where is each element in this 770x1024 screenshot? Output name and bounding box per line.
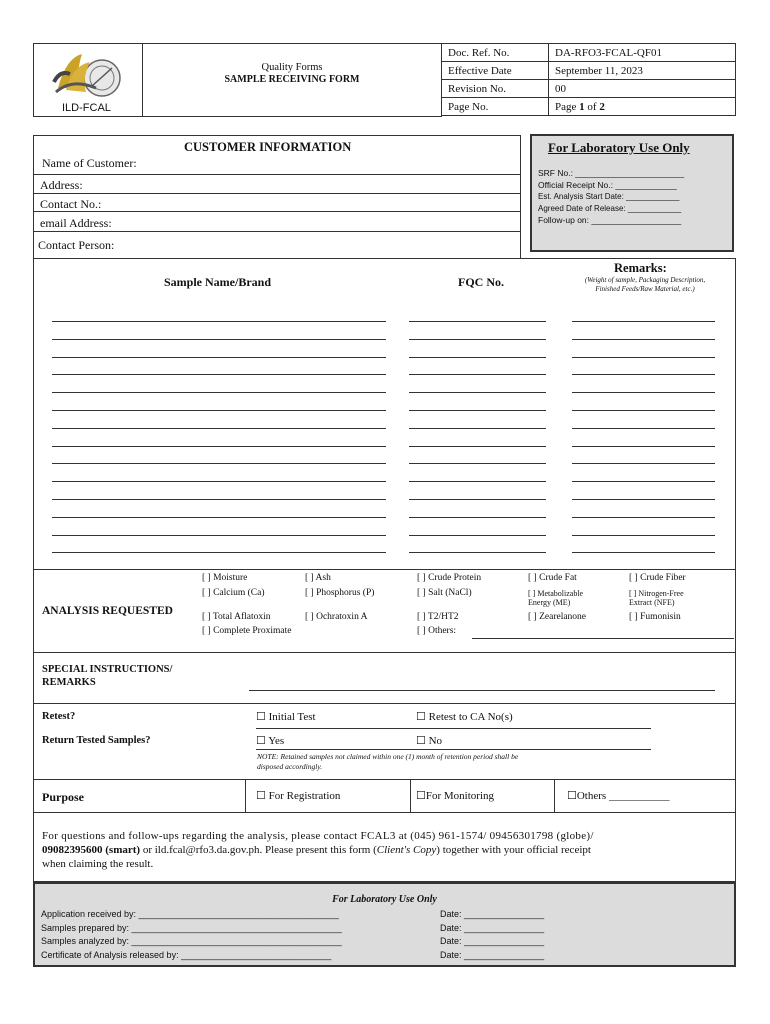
sample-entry-line[interactable] bbox=[572, 535, 715, 536]
nfe-checkbox[interactable]: [ ] Nitrogen-Free Extract (NFE) bbox=[629, 589, 684, 607]
ash-checkbox[interactable]: [ ] Ash bbox=[305, 573, 331, 583]
sample-entry-line[interactable] bbox=[572, 374, 715, 375]
sample-entry-line[interactable] bbox=[409, 552, 546, 553]
sample-entry-line[interactable] bbox=[572, 499, 715, 500]
sample-entry-line[interactable] bbox=[409, 357, 546, 358]
sample-entry-line[interactable] bbox=[572, 357, 715, 358]
phosphorus-checkbox[interactable]: [ ] Phosphorus (P) bbox=[305, 588, 375, 598]
ochratoxin-checkbox[interactable]: [ ] Ochratoxin A bbox=[305, 612, 368, 622]
sample-entry-line[interactable] bbox=[52, 339, 386, 340]
sample-entry-line[interactable] bbox=[52, 446, 386, 447]
remarks-header: Remarks: bbox=[614, 261, 667, 275]
analysis-label: ANALYSIS REQUESTED bbox=[42, 605, 173, 617]
fqc-no-header: FQC No. bbox=[458, 275, 504, 289]
page-no-value: Page 1 of 2 bbox=[549, 98, 736, 116]
sample-entry-line[interactable] bbox=[572, 392, 715, 393]
prepared-date-field: Date: ________________ bbox=[440, 922, 545, 933]
sample-entry-line[interactable] bbox=[409, 392, 546, 393]
email-label[interactable]: email Address: bbox=[40, 216, 112, 230]
bottom-lab-dates[interactable] bbox=[440, 908, 544, 962]
sample-entry-line[interactable] bbox=[52, 481, 386, 482]
lab-use-title: For Laboratory Use Only bbox=[548, 140, 690, 155]
sample-entry-line[interactable] bbox=[52, 428, 386, 429]
contact-info-section bbox=[33, 812, 736, 882]
sample-entry-line[interactable] bbox=[572, 517, 715, 518]
remarks-note: (Weight of sample, Packaging Description, Finished Feeds/Raw Material, etc.) bbox=[584, 276, 706, 293]
sample-entry-line[interactable] bbox=[409, 339, 546, 340]
revision-value: 00 bbox=[549, 80, 736, 98]
header-title-cell bbox=[142, 43, 442, 117]
sample-entry-line[interactable] bbox=[409, 535, 546, 536]
t2-ht2-checkbox[interactable]: [ ] T2/HT2 bbox=[417, 612, 459, 622]
sample-entry-line[interactable] bbox=[52, 374, 386, 375]
registration-checkbox[interactable]: ☐ For Registration bbox=[256, 790, 341, 802]
sample-entry-line[interactable] bbox=[572, 428, 715, 429]
received-by-field: Application received by: ________________________________________ bbox=[41, 909, 339, 919]
return-yes-checkbox[interactable]: ☐ Yes bbox=[256, 735, 285, 747]
sample-entry-line[interactable] bbox=[52, 463, 386, 464]
page-no-label: Page No. bbox=[442, 98, 549, 116]
bottom-lab-title: For Laboratory Use Only bbox=[332, 894, 437, 905]
sample-entry-line[interactable] bbox=[409, 410, 546, 411]
released-date-field: Date: ________________ bbox=[440, 949, 545, 960]
sample-entry-line[interactable] bbox=[572, 481, 715, 482]
form-category: Quality Forms bbox=[261, 62, 323, 73]
analysis-section bbox=[33, 569, 736, 653]
sample-entry-line[interactable] bbox=[572, 339, 715, 340]
form-title: SAMPLE RECEIVING FORM bbox=[224, 74, 360, 85]
monitoring-checkbox[interactable]: ☐For Monitoring bbox=[416, 790, 495, 802]
sample-entry-line[interactable] bbox=[572, 321, 715, 322]
bottom-lab-use-box bbox=[33, 882, 736, 967]
return-samples-label: Return Tested Samples? bbox=[42, 735, 151, 746]
return-no-checkbox[interactable]: ☐ No bbox=[416, 735, 443, 747]
logo-label: ILD-FCAL bbox=[62, 102, 111, 114]
retest-return-section bbox=[33, 703, 736, 780]
special-instructions-section bbox=[33, 652, 736, 704]
header-logo-cell bbox=[33, 43, 143, 117]
customer-name-label[interactable]: Name of Customer: bbox=[42, 156, 137, 170]
zearelanone-checkbox[interactable]: [ ] Zearelanone bbox=[528, 612, 587, 622]
sample-entry-line[interactable] bbox=[52, 357, 386, 358]
sample-entry-line[interactable] bbox=[409, 463, 546, 464]
sample-entry-line[interactable] bbox=[52, 410, 386, 411]
sample-entry-line[interactable] bbox=[52, 535, 386, 536]
initial-test-checkbox[interactable]: ☐ Initial Test bbox=[256, 711, 316, 723]
analyzed-date-field: Date: ________________ bbox=[440, 936, 545, 946]
doc-ref-value: DA-RFO3-FCAL-QF01 bbox=[549, 44, 736, 62]
others-purpose-checkbox[interactable]: ☐Others ___________ bbox=[567, 790, 670, 802]
bottom-lab-rows[interactable] bbox=[41, 908, 342, 962]
crude-fiber-checkbox[interactable]: [ ] Crude Fiber bbox=[629, 573, 686, 583]
fumonisin-checkbox[interactable]: [ ] Fumonisin bbox=[629, 612, 681, 622]
customer-info-section bbox=[33, 135, 521, 259]
document-control-table bbox=[441, 43, 736, 116]
sample-entry-line[interactable] bbox=[52, 499, 386, 500]
release-date-field[interactable]: Agreed Date of Release: ____________ bbox=[538, 204, 682, 213]
sample-entry-line[interactable] bbox=[572, 410, 715, 411]
released-by-field: Certificate of Analysis released by: ______________________________ bbox=[41, 949, 332, 960]
metabolizable-energy-checkbox[interactable]: [ ] Metabolizable Energy (ME) bbox=[528, 589, 584, 607]
special-instructions-field[interactable] bbox=[249, 690, 715, 691]
calcium-checkbox[interactable]: [ ] Calcium (Ca) bbox=[202, 588, 265, 598]
contact-person-label[interactable]: Contact Person: bbox=[38, 238, 115, 252]
contact-info-text: For questions and follow-ups regarding the analysis, please contact FCAL3 at (045) 961-1574/ 09456301798 (globe)/ 09082395600 (smart) or ild.fcal@rfo3.da.gov.ph. Please present this form (Client's Copy) together with your official receipt when claiming the result. bbox=[42, 830, 594, 870]
sample-name-header: Sample Name/Brand bbox=[164, 275, 272, 289]
sample-entry-line[interactable] bbox=[52, 517, 386, 518]
sample-entry-line[interactable] bbox=[572, 552, 715, 553]
srf-no-field[interactable]: SRF No.: _______________________ bbox=[538, 168, 685, 178]
follow-up-field[interactable]: Follow-up on: ___________________ bbox=[538, 215, 682, 225]
sample-entry-line[interactable] bbox=[409, 321, 546, 322]
customer-info-title: CUSTOMER INFORMATION bbox=[184, 140, 352, 154]
crude-protein-checkbox[interactable]: [ ] Crude Protein bbox=[417, 573, 482, 583]
crude-fat-checkbox[interactable]: [ ] Crude Fat bbox=[528, 573, 577, 583]
salt-checkbox[interactable]: [ ] Salt (NaCl) bbox=[417, 588, 472, 598]
revision-label: Revision No. bbox=[442, 80, 549, 98]
sample-entry-line[interactable] bbox=[409, 481, 546, 482]
purpose-section bbox=[33, 779, 736, 813]
sample-entry-line[interactable] bbox=[409, 446, 546, 447]
analyzed-by-field: Samples analyzed by: __________________________________________ bbox=[41, 936, 342, 946]
special-instructions-label: SPECIAL INSTRUCTIONS/ REMARKS bbox=[42, 664, 173, 688]
complete-proximate-checkbox[interactable]: [ ] Complete Proximate bbox=[202, 626, 292, 636]
contact-no-label[interactable]: Contact No.: bbox=[40, 197, 102, 211]
doc-ref-label: Doc. Ref. No. bbox=[442, 44, 549, 62]
sample-entry-line[interactable] bbox=[572, 446, 715, 447]
address-label[interactable]: Address: bbox=[40, 178, 83, 192]
sample-entry-line[interactable] bbox=[572, 463, 715, 464]
moisture-checkbox[interactable]: [ ] Moisture bbox=[202, 573, 248, 583]
sample-entry-line[interactable] bbox=[409, 428, 546, 429]
effective-date-label: Effective Date bbox=[442, 62, 549, 80]
sample-entry-line[interactable] bbox=[52, 392, 386, 393]
purpose-label: Purpose bbox=[42, 790, 84, 804]
lab-use-box bbox=[530, 134, 734, 252]
sample-entry-line[interactable] bbox=[409, 517, 546, 518]
analysis-start-field[interactable]: Est. Analysis Start Date: ____________ bbox=[538, 192, 680, 201]
others-checkbox[interactable]: [ ] Others: bbox=[417, 626, 457, 636]
agency-logo-icon bbox=[52, 48, 124, 98]
received-date-field: Date: ________________ bbox=[440, 909, 545, 919]
effective-date-value: September 11, 2023 bbox=[549, 62, 736, 80]
sample-table-section bbox=[33, 258, 736, 570]
retention-note: NOTE: Retained samples not claimed within one (1) month of retention period shall be disposed accordingly. bbox=[257, 752, 519, 771]
sample-entry-line[interactable] bbox=[52, 321, 386, 322]
sample-entry-line[interactable] bbox=[409, 499, 546, 500]
total-aflatoxin-checkbox[interactable]: [ ] Total Aflatoxin bbox=[202, 612, 271, 622]
sample-entry-line[interactable] bbox=[409, 374, 546, 375]
sample-entry-line[interactable] bbox=[52, 552, 386, 553]
official-receipt-field[interactable]: Official Receipt No.: _____________ bbox=[538, 180, 677, 190]
retest-ca-checkbox[interactable]: ☐ Retest to CA No(s) bbox=[416, 711, 513, 723]
prepared-by-field: Samples prepared by: __________________________________________ bbox=[41, 922, 342, 933]
retest-label: Retest? bbox=[42, 711, 76, 722]
